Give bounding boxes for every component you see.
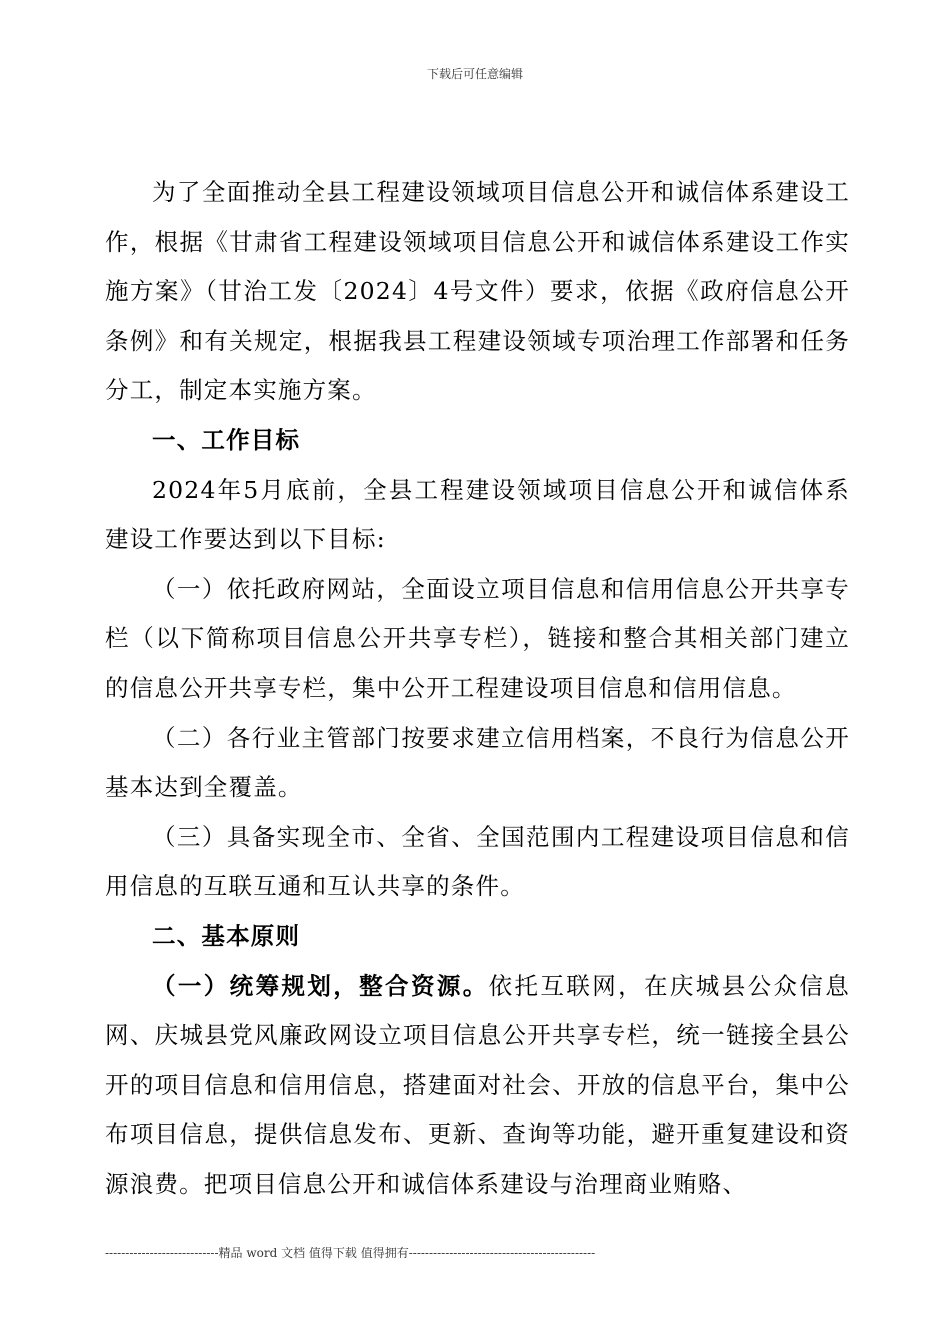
principle-item-1-title: （一）统筹规划，整合资源。 <box>152 971 489 1000</box>
goal-item-1: （一）依托政府网站，全面设立项目信息和信用信息公开共享专栏（以下简称项目信息公开共享专栏），链接和整合其相关部门建立的信息公开共享专栏，集中公开工程建设项目信息和信用信息。 <box>105 574 850 702</box>
page-header: 下载后可任意编辑 <box>426 67 523 81</box>
goal-item-3: （三）具备实现全市、全省、全国范围内工程建设项目信息和信用信息的互联互通和互认共享的条件。 <box>105 822 850 901</box>
section-heading-basic-principles: 二、基本原则 <box>152 921 301 950</box>
intro-paragraph: 为了全面推动全县工程建设领域项目信息公开和诚信体系建设工作，根据《甘肃省工程建设领域项目信息公开和诚信体系建设工作实施方案》（甘治工发〔2024〕4号文件）要求，依据《政府信息公开条例》和有关规定，根据我县工程建设领域专项治理工作部署和任务分工，制定本实施方案。 <box>105 178 850 405</box>
goals-lead-paragraph: 2024年5月底前，全县工程建设领域项目信息公开和诚信体系建设工作要达到以下目标: <box>105 475 850 554</box>
page-footer: ----------------------------精品 word 文档 值得下载 值得拥有---------------------------------------------- <box>105 1246 596 1260</box>
goal-item-2: （二）各行业主管部门按要求建立信用档案，不良行为信息公开基本达到全覆盖。 <box>105 723 850 802</box>
document-body <box>105 168 850 1209</box>
section-heading-work-goals: 一、工作目标 <box>152 425 301 454</box>
principle-item-1 <box>105 962 850 1210</box>
principle-item-1-text: 依托互联网，在庆城县公众信息网、庆城县党风廉政网设立项目信息公开共享专栏，统一链接全县公开的项目信息和信用信息，搭建面对社会、开放的信息平台，集中公布项目信息，提供信息发布、更新、查询等功能，避开重复建设和资源浪费。把项目信息公开和诚信体系建设与治理商业贿赂、 <box>105 971 850 1198</box>
